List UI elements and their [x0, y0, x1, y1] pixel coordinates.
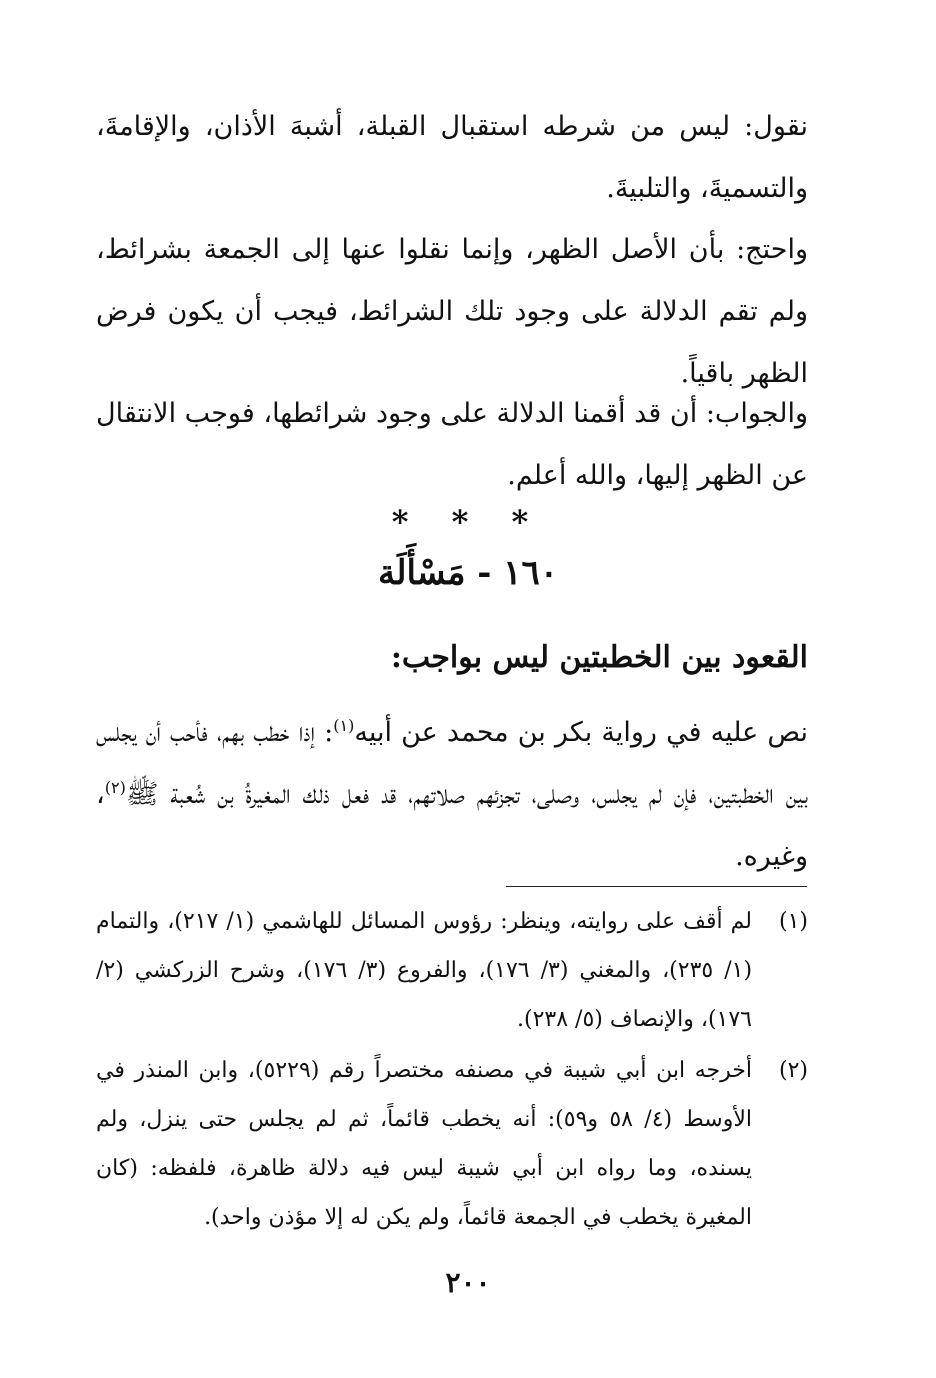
- footnote-ref-2: (٢): [104, 778, 126, 797]
- page-number: ٢٠٠: [445, 1266, 491, 1299]
- paragraph-4-middle: : إذا خطب بهم، فأحب أن يجلس بين الخطبتين، فإن لم يجلس، وصلى، تجزئهم صلاتهم، قد فعل ذلك المغيرةُ بن شُعبة ﷺ: [96, 717, 808, 810]
- footnote-divider: [506, 886, 807, 887]
- section-separator: * * *: [391, 503, 545, 541]
- paragraph-4: [96, 702, 808, 888]
- footnote-1-text: لم أقف على روايته، وينظر: رؤوس المسائل للهاشمي (١/ ٢١٧)، والتمام (١/ ٢٣٥)، والمغني (٣/ ١٧٦)، والفروع (٣/ ١٧٦)، وشرح الزركشي (٢/ ١٧٦)، والإنصاف (٥/ ٢٣٨).: [96, 909, 753, 1032]
- paragraph-4-end: ، وغيره.: [96, 779, 808, 872]
- paragraph-4-start: نص عليه في رواية بكر بن محمد عن أبيه: [354, 717, 808, 748]
- footnote-2: [96, 1046, 808, 1242]
- footnote-2-number: (٢): [778, 1058, 808, 1083]
- footnote-2-text: أخرجه ابن أبي شيبة في مصنفه مختصراً رقم (٥٢٢٩)، وابن المنذر في الأوسط (٤/ ٥٨ و٥٩): أنه يخطب قائماً، ثم لم يجلس حتى ينزل، ولم يسنده، وما رواه ابن أبي شيبة ليس فيه دلالة ظاهرة، فلفظه: (كان المغيرة يخطب في الجمعة قائماً، ولم يكن له إلا مؤذن واحد).: [96, 1058, 752, 1230]
- paragraph-3: والجواب: أن قد أقمنا الدلالة على وجود شرائطها، فوجب الانتقال عن الظهر إليها، والله أعلم.: [96, 398, 808, 491]
- footnote-1-number: (١): [778, 909, 808, 934]
- section-heading: القعود بين الخطبتين ليس بواجب:: [390, 640, 808, 675]
- footnote-ref-1: (١): [333, 716, 355, 735]
- footnote-1: [96, 897, 808, 1044]
- paragraph-1: نقول: ليس من شرطه استقبال القبلة، أشبهَ الأذان، والإقامةَ، والتسميةَ، والتلبيةَ.: [96, 111, 808, 204]
- paragraph-2: واحتج: بأن الأصل الظهر، وإنما نقلوا عنها إلى الجمعة بشرائط، ولم تقم الدلالة على وجود تلك الشرائط، فيجب أن يكون فرض الظهر باقياً.: [96, 234, 808, 389]
- masala-title: ١٦٠ - مَسْأَلَة: [377, 553, 559, 593]
